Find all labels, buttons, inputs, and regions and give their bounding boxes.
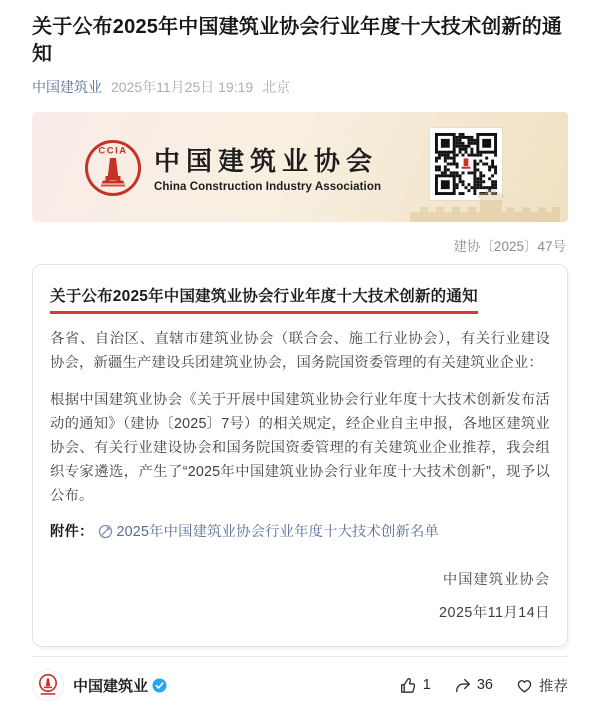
association-banner [32, 112, 568, 222]
article-meta [32, 77, 568, 97]
notice-body: 根据中国建筑业协会《关于开展中国建筑业协会行业年度十大技术创新发布活动的通知》（建协〔2025〕7号）的相关规定，经企业自主申报，各地区建筑业协会、有关行业建设协会和国务院国资委管理的有关建筑业企业推荐，我会组织专家遴选，产生了“2025年中国建筑业协会行业年度十大技术创新”，现予以公布。 [50, 392, 550, 504]
publish-location: 北京 [262, 79, 291, 95]
share-arrow-icon [453, 676, 472, 695]
like-count: 1 [422, 677, 431, 693]
org-name-cn: 中国建筑业协会 [154, 146, 379, 176]
ccia-tower-icon [101, 158, 125, 187]
document-number: 建协〔2025〕47号 [453, 239, 566, 254]
attachment-row [50, 521, 550, 541]
notice-title: 关于公布2025年中国建筑业协会行业年度十大技术创新的通知 [50, 284, 478, 314]
account-avatar[interactable] [32, 669, 64, 701]
attachment-icon [98, 524, 113, 539]
qr-code-pattern [433, 131, 499, 197]
notice-salutation: 各省、自治区、直辖市建筑业协会（联合会、施工行业协会），有关行业建设协会，新疆生产建设兵团建筑业协会，国务院国资委管理的有关建筑业企业： [50, 331, 550, 371]
divider [32, 656, 568, 657]
notice-signature: 中国建筑业协会 [442, 572, 550, 588]
notice-date: 2025年11月14日 [439, 605, 550, 621]
article-title: 关于公布2025年中国建筑业协会行业年度十大技术创新的通知 [32, 16, 563, 65]
org-name-block [154, 141, 381, 193]
ccia-logo-icon [82, 136, 144, 198]
author-link[interactable]: 中国建筑业 [32, 79, 102, 95]
notice-card [32, 264, 568, 647]
action-bar [399, 675, 568, 696]
attachment-label: 附件： [50, 524, 94, 540]
publish-time: 2025年11月25日 19:19 [111, 79, 254, 95]
avatar-logo-icon [35, 672, 61, 698]
heart-icon [515, 676, 534, 695]
share-button[interactable] [453, 676, 493, 695]
account-bar [32, 669, 568, 701]
like-button[interactable] [399, 676, 431, 695]
thumbs-up-icon [399, 676, 418, 695]
verified-badge-icon [152, 678, 167, 693]
org-name-en: China Construction Industry Association [154, 181, 382, 193]
building-watermark-icon [410, 190, 560, 222]
attachment-link[interactable]: 2025年中国建筑业协会行业年度十大技术创新名单 [116, 524, 440, 540]
recommend-label: 推荐 [539, 678, 568, 695]
account-name[interactable]: 中国建筑业 [73, 677, 149, 695]
recommend-button[interactable] [515, 675, 568, 696]
share-count: 36 [476, 677, 493, 693]
ccia-logo-text: CCIA [98, 145, 128, 157]
